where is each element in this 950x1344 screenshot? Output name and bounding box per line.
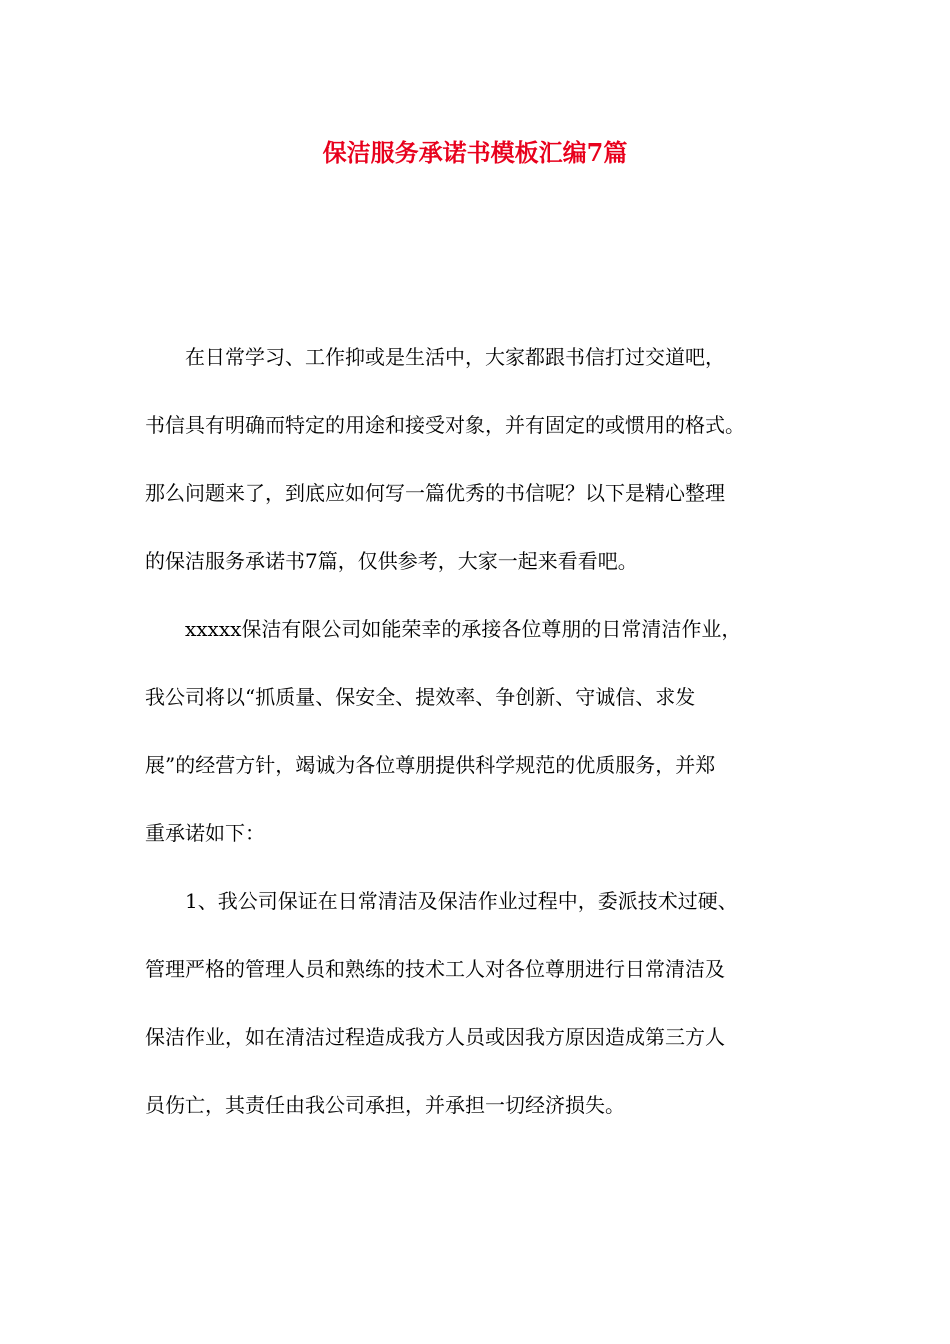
text-line: 保洁作业，如在清洁过程造成我方人员或因我方原因造成第三方人 [145,1025,725,1049]
paragraph-item-1 [145,867,815,1139]
text-line: 书信具有明确而特定的用途和接受对象，并有固定的或惯用的格式。 [145,413,745,437]
text-line: 展”的经营方针，竭诚为各位尊朋提供科学规范的优质服务，并郑 [145,753,716,777]
paragraph-intro [145,323,815,595]
text-line: xxxxx保洁有限公司如能荣幸的承接各位尊朋的日常清洁作业， [185,617,742,641]
text-line: 我公司将以“抓质量、保安全、提效率、争创新、守诚信、求发 [145,685,696,709]
document-title: 保洁服务承诺书模板汇编7篇 [322,138,628,167]
text-line: 管理严格的管理人员和熟练的技术工人对各位尊朋进行日常清洁及 [145,957,725,981]
text-line: 那么问题来了，到底应如何写一篇优秀的书信呢？以下是精心整理 [145,481,725,505]
text-line: 的保洁服务承诺书7篇，仅供参考，大家一起来看看吧。 [145,549,638,573]
text-line: 1、我公司保证在日常清洁及保洁作业过程中，委派技术过硬、 [185,889,738,913]
paragraph-company-commitment [145,595,815,867]
text-line: 员伤亡，其责任由我公司承担，并承担一切经济损失。 [145,1093,625,1117]
text-line: 重承诺如下： [145,821,265,845]
text-line: 在日常学习、工作抑或是生活中，大家都跟书信打过交道吧， [185,345,725,369]
document-body [145,323,815,1139]
